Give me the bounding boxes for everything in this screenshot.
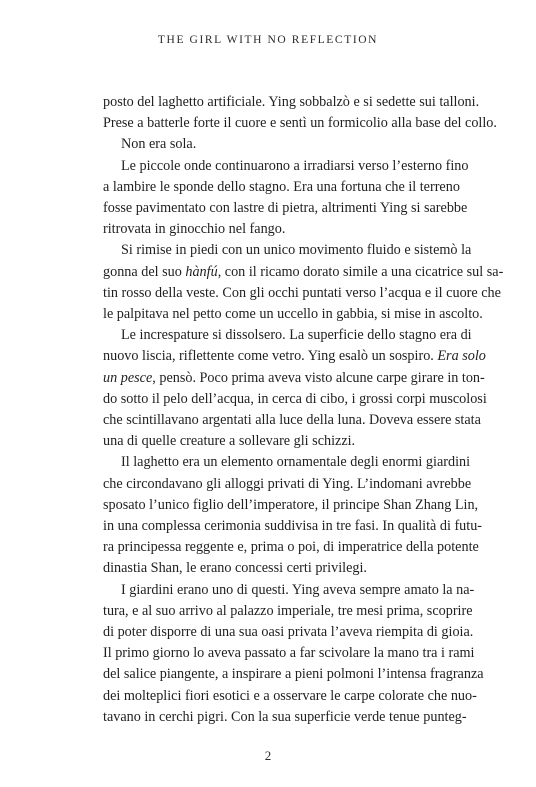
- text-line: sposato l’unico figlio dell’imperatore, il principe Shan Zhang Lin,: [103, 496, 479, 513]
- text-line: una di quelle creature a sollevare gli schizzi.: [103, 433, 356, 450]
- text-line: Il laghetto era un elemento ornamentale degli enormi giardini: [121, 454, 471, 471]
- page-number: 2: [264, 748, 272, 763]
- text-line: ra principessa reggente e, prima o poi, di imperatrice della potente: [103, 539, 479, 556]
- text-line: le palpitava nel petto come un uccello in gabbia, si mise in ascolto.: [103, 306, 483, 323]
- text-line: do sotto il pelo dell’acqua, in cerca di cibo, i grossi corpi muscolosi: [103, 390, 487, 407]
- text-line: Prese a batterle forte il cuore e sentì un formicolio alla base del collo.: [103, 115, 497, 132]
- italic-text: un pesce: [103, 369, 153, 386]
- text-line: tavano in cerchi pigri. Con la sua superficie verde tenue punteg-: [103, 708, 467, 725]
- text-line: Le increspature si dissolsero. La superficie dello stagno era di: [121, 327, 472, 344]
- text-line: del salice piangente, a inspirare a pieni polmoni l’intensa fragranza: [103, 666, 484, 683]
- text-line: fosse pavimentato con lastre di pietra, altrimenti Ying si sarebbe: [103, 200, 468, 217]
- text-line: un pesce, pensò. Poco prima aveva visto alcune carpe girare in ton-: [103, 369, 485, 386]
- text-line: posto del laghetto artificiale. Ying sobbalzò e si sedette sui talloni.: [103, 94, 480, 110]
- text-line: di poter disporre di una sua oasi privata l’aveva riempita di gioia.: [103, 624, 474, 641]
- body-text: [103, 92, 504, 728]
- text-line: che circondavano gli alloggi privati di Ying. L’indomani avrebbe: [103, 475, 472, 492]
- text-line: in una complessa cerimonia suddivisa in tre fasi. In qualità di futu-: [103, 518, 483, 535]
- text-line: a lambire le sponde dello stagno. Era una fortuna che il terreno: [103, 178, 460, 195]
- italic-text: Era solo: [437, 348, 486, 365]
- italic-text: hànfú: [185, 263, 218, 280]
- text-line: Non era sola.: [121, 136, 197, 153]
- text-line: tura, e al suo arrivo al palazzo imperiale, tre mesi prima, scoprire: [103, 602, 473, 619]
- text-line: ritrovata in ginocchio nel fango.: [103, 221, 286, 238]
- text-line: nuovo liscia, riflettente come vetro. Ying esalò un sospiro. Era solo: [103, 348, 486, 365]
- text-line: Le piccole onde continuarono a irradiarsi verso l’esterno fino: [121, 157, 469, 174]
- text-line: Si rimise in piedi con un unico movimento fluido e sistemò la: [121, 242, 472, 259]
- text-line: Il primo giorno lo aveva passato a far scivolare la mano tra i rami: [103, 645, 475, 662]
- text-line: che scintillavano argentati alla luce della luna. Doveva essere stata: [103, 412, 481, 429]
- text-line: dinastia Shan, le erano concessi certi privilegi.: [103, 560, 367, 577]
- text-line: tin rosso della veste. Con gli occhi puntati verso l’acqua e il cuore che: [103, 284, 501, 301]
- text-line: gonna del suo hànfú, con il ricamo dorato simile a una cicatrice sul sa-: [103, 263, 504, 280]
- running-header: THE GIRL WITH NO REFLECTION: [157, 34, 379, 46]
- text-line: dei molteplici fiori esotici e a osservare le carpe colorate che nuo-: [103, 687, 477, 704]
- text-line: I giardini erano uno di questi. Ying aveva sempre amato la na-: [121, 581, 475, 598]
